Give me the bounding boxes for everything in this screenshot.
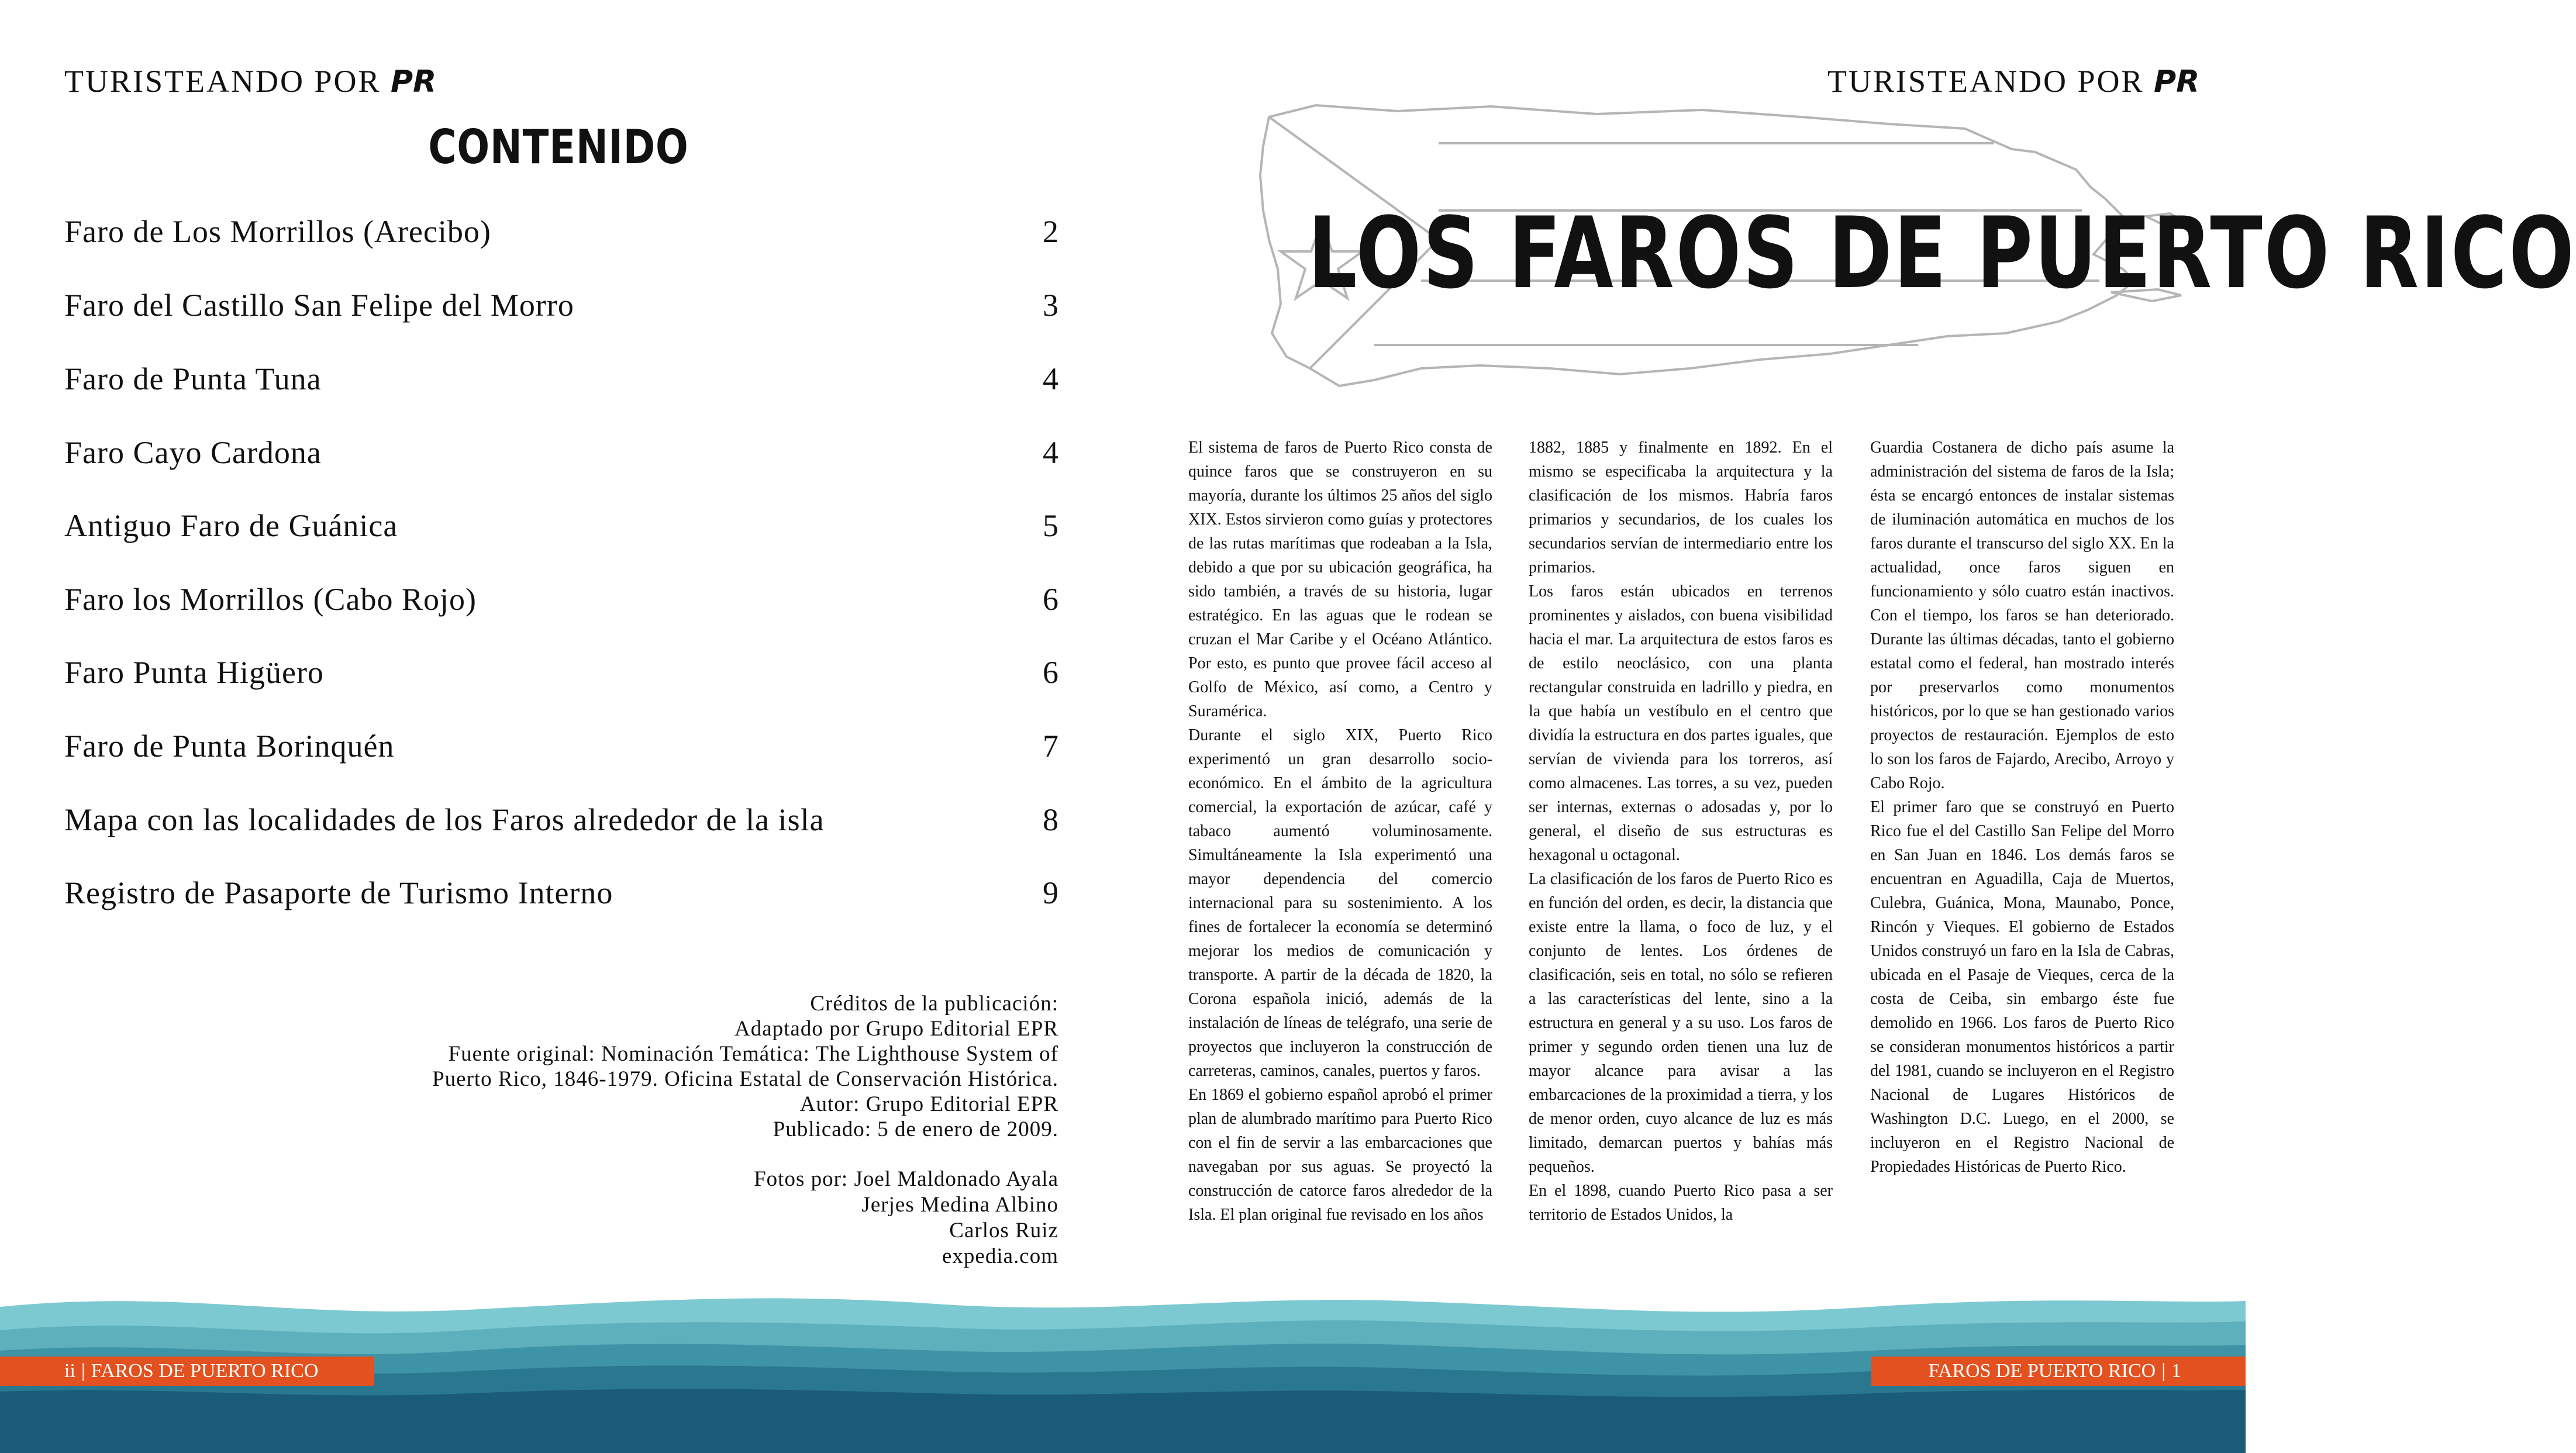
article-column-2 [1529, 436, 1833, 1227]
article-paragraph: En 1869 el gobierno español aprobó el primer plan de alumbrado marítimo para Puerto Rico con el fin de servir a las embarcaciones que navegaban por sus aguas. Se proyectó la construcción de catorce faros alrededor de la Isla. El plan original fue revisado en los años [1188, 1086, 1492, 1224]
article-paragraph: Los faros están ubicados en terrenos prominentes y aislados, con buena visibilidad hacia el mar. La arquitectura de estos faros es de estilo neoclásico, con una planta rectangular construida en ladrillo y piedra, en la que había un vestíbulo en el centro que dividía la estructura en dos partes iguales, que servían de vivienda para los torreros, así como almacenes. Las torres, a su vez, pueden ser internas, externas o adosadas y, por lo general, el diseño de sus estructuras es hexagonal u octagonal. [1529, 582, 1833, 864]
toc-entry-label: Faro de Punta Borinquén [64, 729, 395, 764]
header-text: TURISTEANDO POR [1827, 64, 2144, 99]
toc-entry-label: Registro de Pasaporte de Turismo Interno [64, 875, 613, 910]
toc-entry[interactable] [64, 654, 1058, 707]
photo-credit-line: Jerjes Medina Albino [861, 1193, 1058, 1217]
toc-entry-page: 3 [1043, 288, 1058, 323]
article-column-1 [1188, 436, 1492, 1227]
footer-page-number: 1 [2171, 1360, 2181, 1382]
credits-line: Autor: Grupo Editorial EPR [799, 1092, 1058, 1116]
toc-entry[interactable] [64, 728, 1058, 781]
toc-entry[interactable] [64, 875, 1058, 927]
toc-entry[interactable] [64, 287, 1058, 340]
footer-section-title: FAROS DE PUERTO RICO [91, 1360, 319, 1382]
toc-entry-label: Faro de Los Morrillos (Arecibo) [64, 214, 491, 249]
toc-entry-label: Antiguo Faro de Guánica [64, 508, 398, 543]
article-paragraph: El sistema de faros de Puerto Rico consta de quince faros que se construyeron en su mayoría, durante los últimos 25 años del siglo XIX. Estos sirvieron como guías y protectores de las rutas marítimas que rodeaban a la Isla, debido a que por su ubicación geográfica, ha sido también, a través de su historia, lugar estratégico. En las aguas que le rodean se cruzan el Mar Caribe y el Océano Atlántico. Por esto, es punto que provee fácil acceso al Golfo de México, así como, a Centro y Suramérica. [1188, 439, 1492, 720]
toc-entry-label: Mapa con las localidades de los Faros alrededor de la isla [64, 802, 825, 837]
article-paragraph: El primer faro que se construyó en Puerto Rico fue el del Castillo San Felipe del Morro en San Juan en 1846. Los demás faros se encuentran en Aguadilla, Caja de Muertos, Culebra, Guánica, Mona, Maunabo, Ponce, Rincón y Vieques. El gobierno de Estados Unidos construyó un faro en la Isla de Cabras, ubicada en el Pasaje de Vieques, cerca de la costa de Ceiba, sin embargo éste fue demolido en 1966. Los faros de Puerto Rico se consideran monumentos históricos a partir del 1981, cuando se incluyeron en el Registro Nacional de Lugares Históricos de Washington D.C. Luego, en el 2000, se incluyeron en el Registro Nacional de Propiedades Históricas de Puerto Rico. [1870, 798, 2174, 1176]
header-text: TURISTEANDO POR [64, 64, 381, 99]
photo-credits [754, 1166, 1058, 1269]
toc-entry-label: Faro Cayo Cardona [64, 435, 322, 470]
toc-entry-page: 6 [1043, 655, 1058, 690]
photo-credit-line: expedia.com [942, 1244, 1058, 1268]
footer-page-number: ii [64, 1360, 75, 1382]
credits-line: Publicado: 5 de enero de 2009. [773, 1117, 1058, 1141]
credits-line: Créditos de la publicación: [810, 992, 1058, 1016]
toc-entry-page: 9 [1043, 875, 1058, 910]
article-paragraph: Durante el siglo XIX, Puerto Rico experimentó un gran desarrollo socio-económico. En el ámbito de la agricultura comercial, la exportación de azúcar, café y tabaco aumentó voluminosamente. Simultáneamente la Isla experimentó una mayor dependencia del comercio internacional para su sostenimiento. A los fines de fortalecer la economía se determinó mejorar los medios de comunicación y transporte. A partir de la década de 1820, la Corona española inició, además de la instalación de líneas de telégrafo, una serie de proyectos que incluyeron la construcción de carreteras, caminos, canales, puertos y faros. [1188, 726, 1492, 1080]
toc-entry-page: 4 [1043, 435, 1058, 470]
footer-right-bar [1871, 1357, 2246, 1386]
toc-entry-label: Faro Punta Higüero [64, 655, 324, 690]
toc-entry-label: Faro del Castillo San Felipe del Morro [64, 288, 574, 323]
running-header-left [64, 63, 436, 99]
article-paragraph: 1882, 1885 y finalmente en 1892. En el mismo se especificaba la arquitectura y la clasificación de los mismos. Habría faros primarios y secundarios, de los cuales los secundarios servían de intermediario entre los primarios. [1529, 439, 1833, 577]
toc-entry-page: 6 [1043, 582, 1058, 617]
article-column-3 [1870, 436, 2174, 1179]
toc-entry[interactable] [64, 802, 1058, 854]
toc-entry[interactable] [64, 361, 1058, 413]
header-pr-logo: PR [2154, 64, 2200, 99]
toc-entry-page: 2 [1043, 214, 1058, 249]
toc-entry[interactable] [64, 213, 1058, 266]
article-paragraph: Guardia Costanera de dicho país asume la administración del sistema de faros de la Isla; ésta se encargó entonces de instalar sistemas de iluminación automática en muchos de los faros durante el transcurso del siglo XX. En la actualidad, once faros siguen en funcionamiento y sólo cuatro están inactivos. Con el tiempo, los faros se han deteriorado. Durante las últimas décadas, tanto el gobierno estatal como el federal, han mostrado interés por preservarlos como monumentos históricos, por lo que se han gestionado varios proyectos de restauración. Ejemplos de esto lo son los faros de Fajardo, Arecibo, Arroyo y Cabo Rojo. [1870, 439, 2174, 792]
toc-entry[interactable] [64, 508, 1058, 560]
toc-entry[interactable] [64, 434, 1058, 487]
article-paragraph: La clasificación de los faros de Puerto Rico es en función del orden, es decir, la distancia que existe entre la llama, o foco de luz, y el conjunto de lentes. Los órdenes de clasificación, seis en total, no sólo se refieren a las características del lente, sino a la estructura en general y a su uso. Los faros de primer y segundo orden tienen una luz de mayor alcance para avisar a las embarcaciones de la proximidad a tierra, y los de menor orden, cuyo alcance de luz es más limitado, demarcan puertos y bahías más pequeños. [1529, 870, 1833, 1176]
wave-layer [0, 1389, 2246, 1453]
credits-line: Adaptado por Grupo Editorial EPR [734, 1017, 1058, 1041]
toc-entry-label: Faro de Punta Tuna [64, 361, 322, 396]
toc-entry-page: 7 [1043, 729, 1058, 764]
footer-separator: | [81, 1360, 85, 1382]
toc-entry-label: Faro los Morrillos (Cabo Rojo) [64, 582, 477, 617]
toc-title: CONTENIDO [428, 120, 689, 174]
photo-credit-line: Fotos por: Joel Maldonado Ayala [754, 1167, 1058, 1191]
photo-credit-line: Carlos Ruiz [949, 1219, 1058, 1243]
toc-entry-page: 5 [1043, 508, 1058, 543]
article-paragraph: En el 1898, cuando Puerto Rico pasa a ser territorio de Estados Unidos, la [1529, 1182, 1833, 1224]
header-pr-logo: PR [391, 64, 437, 99]
footer-section-title: FAROS DE PUERTO RICO [1928, 1360, 2156, 1382]
toc-entry-page: 4 [1043, 361, 1058, 396]
credits-line: Fuente original: Nominación Temática: The Lighthouse System of [448, 1042, 1058, 1066]
credits-line: Puerto Rico, 1846-1979. Oficina Estatal de Conservación Histórica. [432, 1067, 1058, 1091]
toc-entry[interactable] [64, 581, 1058, 634]
footer-separator: | [2161, 1360, 2165, 1382]
footer-left-bar [0, 1357, 374, 1386]
publication-credits [432, 991, 1058, 1142]
toc-entry-page: 8 [1043, 802, 1058, 837]
article-title: LOS FAROS DE PUERTO RICO [1308, 196, 2576, 310]
